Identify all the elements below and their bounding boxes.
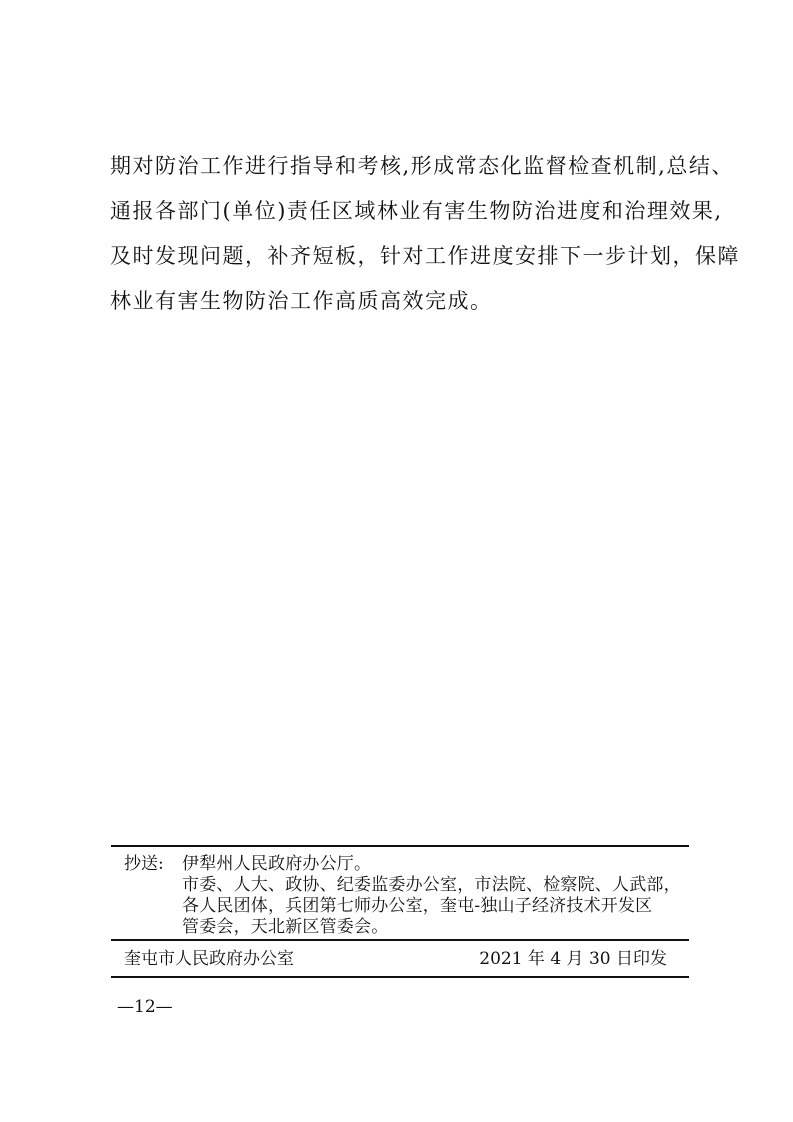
cc-recipients — [182, 854, 699, 938]
cc-label: 抄送: — [124, 854, 164, 874]
body-line: 林业有害生物防治工作高质高效完成。 — [110, 289, 493, 313]
body-line: 期对防治工作进行指导和考核,形成常态化监督检查机制,总结、 — [110, 154, 734, 178]
cc-recipient-line: 各人民团体，兵团第七师办公室，奎屯-独山子经济技术开发区 — [182, 896, 653, 916]
cc-top-rule — [111, 845, 689, 847]
cc-bottom-rule — [111, 939, 689, 941]
cc-section — [124, 854, 699, 938]
issuer: 奎屯市人民政府办公室 — [124, 949, 294, 969]
footer-bottom-rule — [111, 976, 689, 978]
body-text — [110, 144, 740, 324]
cc-recipient-line: 伊犁州人民政府办公厅。 — [182, 854, 372, 874]
issue-date: 2021 年 4 月 30 日印发 — [479, 949, 667, 969]
cc-recipient-line: 市委、人大、政协、纪委监委办公室，市法院、检察院、人武部， — [182, 875, 681, 895]
cc-recipient-line: 管委会，天北新区管委会。 — [182, 917, 389, 937]
body-line: 及时发现问题，补齐短板，针对工作进度安排下一步计划，保障 — [110, 244, 740, 268]
body-line: 通报各部门(单位)责任区域林业有害生物防治进度和治理效果, — [110, 199, 723, 223]
page-number: —12— — [117, 997, 173, 1017]
